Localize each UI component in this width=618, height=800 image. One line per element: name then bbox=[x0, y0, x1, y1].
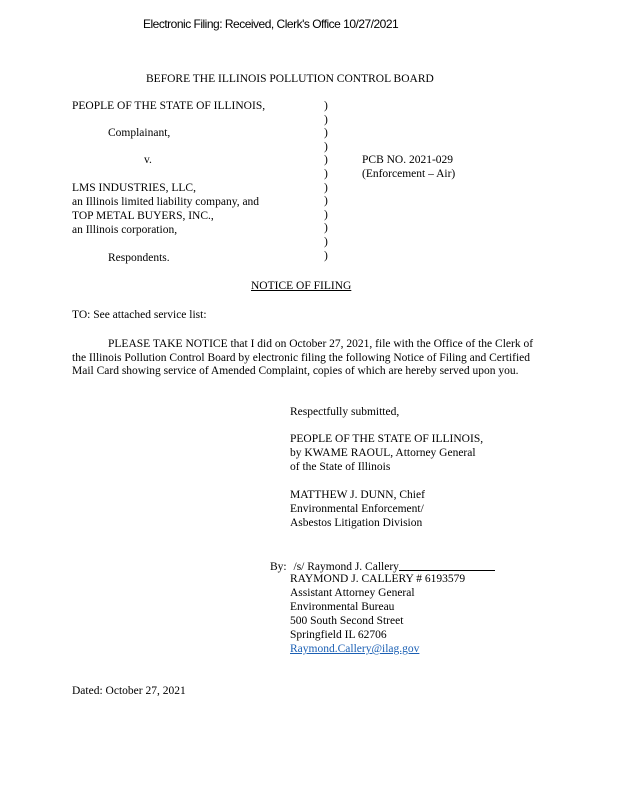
signature-underline bbox=[399, 559, 495, 571]
paren: ) bbox=[324, 167, 328, 180]
by-label: By: bbox=[270, 561, 287, 573]
to-line: TO: See attached service list: bbox=[72, 309, 207, 321]
chief-line: Environmental Enforcement/ bbox=[290, 503, 424, 515]
caption-parentheses bbox=[324, 100, 334, 263]
attorney-line: RAYMOND J. CALLERY # 6193579 bbox=[290, 573, 466, 585]
paren: ) bbox=[324, 100, 328, 112]
paren: ) bbox=[324, 140, 328, 153]
party-line: by KWAME RAOUL, Attorney General bbox=[290, 447, 476, 459]
email-link[interactable]: Raymond.Callery@ilag.gov bbox=[290, 643, 420, 655]
case-type: (Enforcement – Air) bbox=[362, 168, 456, 180]
chief-line: MATTHEW J. DUNN, Chief bbox=[290, 489, 425, 501]
electronic-filing-stamp: Electronic Filing: Received, Clerk's Office 10/27/2021 bbox=[143, 17, 399, 31]
paren: ) bbox=[324, 127, 328, 140]
paren: ) bbox=[324, 249, 328, 262]
paren: ) bbox=[324, 222, 328, 235]
dated-line: Dated: October 27, 2021 bbox=[72, 685, 186, 697]
versus-label: v. bbox=[144, 154, 152, 166]
paren: ) bbox=[324, 154, 328, 167]
attorney-line: Springfield IL 62706 bbox=[290, 629, 387, 641]
notice-body: PLEASE TAKE NOTICE that I did on October 27, 2021, file with the Office of the Clerk of the Illinois Pollution Control Board by electronic filing the following Notice of Filing and Certified Mail Card showing service of Amended Complaint, copies of which are hereby served upon you. bbox=[72, 338, 534, 378]
notice-title: NOTICE OF FILING bbox=[251, 280, 352, 292]
defendant-line: TOP METAL BUYERS, INC., bbox=[72, 210, 214, 222]
defendant-line: an Illinois limited liability company, and bbox=[72, 196, 260, 208]
defendant-line: an Illinois corporation, bbox=[72, 224, 178, 236]
signed-name: /s/ Raymond J. Callery bbox=[293, 561, 399, 573]
attorney-line: 500 South Second Street bbox=[290, 615, 404, 627]
paren: ) bbox=[324, 195, 328, 208]
chief-line: Asbestos Litigation Division bbox=[290, 517, 423, 529]
defendant-line: LMS INDUSTRIES, LLC, bbox=[72, 182, 196, 194]
defendant-role: Respondents. bbox=[108, 252, 170, 264]
paren: ) bbox=[324, 113, 328, 126]
attorney-line: Environmental Bureau bbox=[290, 601, 395, 613]
paren: ) bbox=[324, 208, 328, 221]
party-line: of the State of Illinois bbox=[290, 461, 391, 473]
party-line: PEOPLE OF THE STATE OF ILLINOIS, bbox=[290, 433, 484, 445]
plaintiff-role: Complainant, bbox=[108, 127, 171, 139]
closing: Respectfully submitted, bbox=[290, 406, 400, 418]
paren: ) bbox=[324, 235, 328, 248]
plaintiff-name: PEOPLE OF THE STATE OF ILLINOIS, bbox=[72, 100, 266, 112]
case-number: PCB NO. 2021-029 bbox=[362, 154, 454, 166]
paren: ) bbox=[324, 181, 328, 194]
court-heading: BEFORE THE ILLINOIS POLLUTION CONTROL BOARD bbox=[146, 73, 434, 85]
attorney-line: Assistant Attorney General bbox=[290, 587, 415, 599]
